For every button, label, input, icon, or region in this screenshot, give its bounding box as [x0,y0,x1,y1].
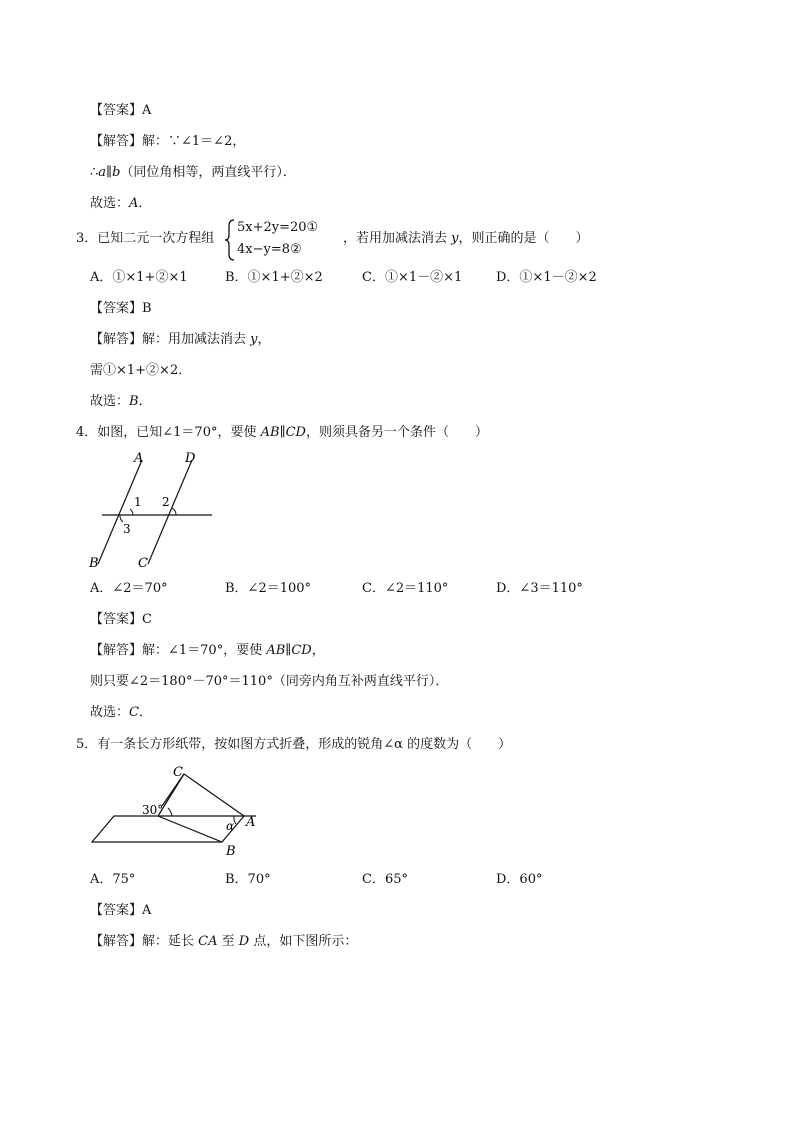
q4-option-a: A．∠2＝70° [90,581,168,596]
therefore-symbol: ∴ [90,165,99,180]
label-2: 2 [162,495,170,509]
question-3-stem-pre: 3．已知二元一次方程组 [76,231,215,246]
q5-option-b: B．70° [225,872,271,887]
equation-system [223,218,343,262]
angle-3-arc [120,515,123,522]
choose-period: ． [138,196,152,211]
q4-option-b: B．∠2＝100° [225,581,312,596]
q5-option-a: A．75° [90,872,136,887]
q3-option-c: C．①×1－②×1 [362,270,463,285]
comma: ， [311,643,325,658]
solution-line-1 [90,133,245,151]
q5-figure [86,762,266,862]
var-ab: AB [266,643,286,658]
equation-1: 5x+2y=20① [237,220,319,235]
var-b: b [112,165,121,180]
q5-solution-line-1 [90,933,357,951]
label-a: A [246,815,256,830]
parallel-symbol: ∥ [285,643,292,658]
label-1: 1 [134,495,142,509]
solution-prefix: 【解答】解：∠1＝70°，要使 [90,643,267,658]
q5-answer: 【答案】A [90,903,152,918]
q4-choose [90,704,152,722]
label-c: C [173,765,183,780]
choose-label: 故选： [90,394,130,409]
choose-letter: A [129,196,139,211]
q3-option-b: B．①×1+②×2 [225,270,323,285]
line-cd [148,460,192,564]
angle-2-arc [172,508,176,515]
stem-text-end: ，则须具备另一个条件（ ） [305,425,488,440]
angle-1-arc [130,509,133,515]
solution-prefix: 【解答】解：用加减法消去 [90,332,251,347]
q4-figure [86,446,226,572]
q4-option-d: D．∠3＝110° [496,581,583,596]
stem-text-end: ，则正确的是（ ） [458,231,589,246]
question-4-stem [76,424,488,442]
answer-line-1: 【答案】A [90,103,152,118]
var-a: a [98,165,107,180]
q3-choose [90,393,152,411]
q3-solution-line-2: 需①×1+②×2． [90,363,192,378]
var-ab: AB [260,425,280,440]
var-y: y [451,231,459,246]
var-d: D [238,934,250,949]
stem-text: 4．如图，已知∠1＝70°，要使 [76,425,261,440]
reason-text: （同位角相等，两直线平行）． [120,165,296,180]
q4-answer: 【答案】C [90,612,152,627]
choose-line-1 [90,195,151,213]
label-b: B [89,556,99,571]
choose-label: 故选： [90,196,130,211]
solution-mid: 至 [217,934,239,949]
q3-solution-line-1 [90,331,271,349]
choose-label: 故选： [90,705,130,720]
solution-text: ∵∠1＝∠2， [168,134,246,149]
stem-text: ，若用加减法消去 [343,231,452,246]
solution-line-2 [90,164,296,182]
q5-option-c: C．65° [362,872,408,887]
solution-prefix: 【解答】解：延长 [90,934,199,949]
q5-option-d: D．60° [496,872,543,887]
angle-alpha-arc [234,816,236,824]
choose-period: ． [138,394,152,409]
label-3: 3 [123,522,131,536]
equation-2: 4x−y=8② [237,242,302,257]
q4-option-c: C．∠2＝110° [362,581,449,596]
choose-letter: B [129,394,139,409]
question-5-stem: 5．有一条长方形纸带，按如图方式折叠，形成的锐角∠α 的度数为（ ） [76,737,512,752]
var-y: y [250,332,258,347]
q3-answer: 【答案】B [90,301,152,316]
angle-30-arc [168,808,172,816]
parallel-symbol: ∥ [279,425,286,440]
label-alpha: α [226,819,235,833]
var-cd: CD [291,643,312,658]
solution-end: 点，如下图所示： [249,934,358,949]
label-b: B [226,844,236,859]
var-cd: CD [285,425,306,440]
choose-letter: C [129,705,139,720]
q4-solution-line-1 [90,642,325,660]
brace-icon [223,218,237,262]
line-ab [98,460,142,564]
solution-prefix: 【解答】解： [90,134,169,149]
label-d: D [185,451,196,466]
var-ca: CA [198,934,218,949]
q4-solution-line-2: 则只要∠2＝180°－70°＝110°（同旁内角互补两直线平行）． [90,674,449,689]
choose-period: ． [138,705,152,720]
question-3-stem-post [343,230,589,248]
label-a: A [134,451,144,466]
comma: ， [257,332,271,347]
q3-option-a: A．①×1+②×1 [90,270,188,285]
label-c: C [138,556,148,571]
q3-option-d: D．①×1－②×2 [496,270,597,285]
parallel-symbol: ∥ [106,165,113,180]
label-30: 30° [142,803,164,817]
